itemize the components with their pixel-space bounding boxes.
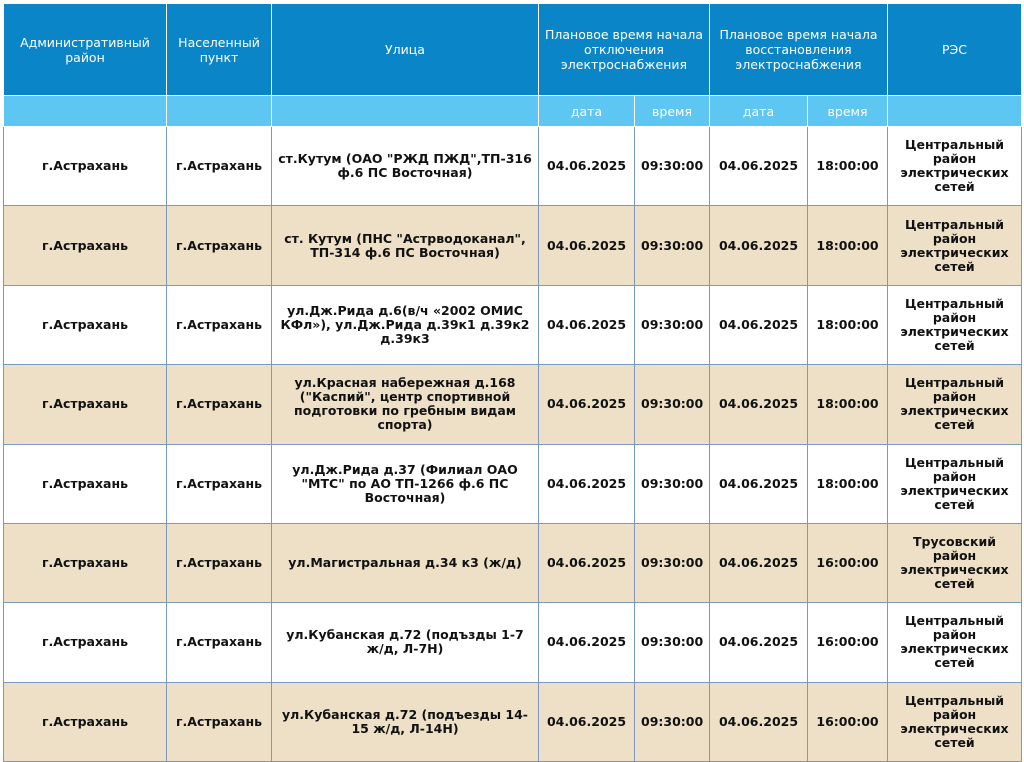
header-district: Административный район: [4, 4, 167, 96]
cell-district: г.Астрахань: [4, 523, 167, 602]
subheader-row: [4, 96, 1022, 127]
cell-off-date: 04.06.2025: [539, 127, 635, 206]
cell-street: ул.Кубанская д.72 (подъзды 1-7 ж/д, Л-7Н): [272, 603, 539, 682]
header-row: [4, 4, 1022, 96]
subheader-empty: [4, 96, 167, 127]
cell-on-date: 04.06.2025: [710, 682, 808, 761]
table-row: [4, 285, 1022, 364]
cell-on-time: 16:00:00: [808, 603, 888, 682]
table-row: [4, 682, 1022, 761]
cell-res: Центральный район электрических сетей: [888, 206, 1022, 285]
cell-on-date: 04.06.2025: [710, 444, 808, 523]
cell-off-time: 09:30:00: [635, 682, 710, 761]
cell-locality: г.Астрахань: [167, 285, 272, 364]
cell-off-date: 04.06.2025: [539, 444, 635, 523]
cell-on-date: 04.06.2025: [710, 206, 808, 285]
table-body: [4, 127, 1022, 762]
cell-res: Центральный район электрических сетей: [888, 603, 1022, 682]
table-header: [4, 4, 1022, 127]
cell-street: ст. Кутум (ПНС "Астрводоканал", ТП-314 ф.6 ПС Восточная): [272, 206, 539, 285]
outage-schedule-table: [3, 3, 1022, 762]
cell-off-time: 09:30:00: [635, 444, 710, 523]
header-off-time: Плановое время начала отключения электроснабжения: [539, 4, 710, 96]
cell-off-time: 09:30:00: [635, 285, 710, 364]
header-res: РЭС: [888, 4, 1022, 96]
cell-off-date: 04.06.2025: [539, 365, 635, 444]
cell-off-date: 04.06.2025: [539, 285, 635, 364]
cell-locality: г.Астрахань: [167, 206, 272, 285]
table-row: [4, 206, 1022, 285]
cell-district: г.Астрахань: [4, 603, 167, 682]
cell-on-time: 18:00:00: [808, 444, 888, 523]
subheader-empty: [888, 96, 1022, 127]
cell-off-time: 09:30:00: [635, 523, 710, 602]
cell-off-time: 09:30:00: [635, 127, 710, 206]
table-row: [4, 523, 1022, 602]
cell-district: г.Астрахань: [4, 206, 167, 285]
cell-on-date: 04.06.2025: [710, 523, 808, 602]
header-locality: Населенный пункт: [167, 4, 272, 96]
cell-off-date: 04.06.2025: [539, 523, 635, 602]
cell-locality: г.Астрахань: [167, 127, 272, 206]
cell-locality: г.Астрахань: [167, 523, 272, 602]
subheader-on-date: дата: [710, 96, 808, 127]
cell-street: ул.Красная набережная д.168 ("Каспий", центр спортивной подготовки по гребным видам спорта): [272, 365, 539, 444]
cell-on-time: 18:00:00: [808, 206, 888, 285]
subheader-empty: [167, 96, 272, 127]
cell-res: Центральный район электрических сетей: [888, 127, 1022, 206]
table-row: [4, 127, 1022, 206]
cell-off-date: 04.06.2025: [539, 206, 635, 285]
subheader-on-time: время: [808, 96, 888, 127]
cell-res: Центральный район электрических сетей: [888, 444, 1022, 523]
cell-locality: г.Астрахань: [167, 444, 272, 523]
cell-street: ул.Кубанская д.72 (подъезды 14-15 ж/д, Л-14Н): [272, 682, 539, 761]
cell-res: Центральный район электрических сетей: [888, 682, 1022, 761]
cell-off-time: 09:30:00: [635, 603, 710, 682]
cell-on-date: 04.06.2025: [710, 603, 808, 682]
cell-on-time: 16:00:00: [808, 523, 888, 602]
cell-res: Центральный район электрических сетей: [888, 285, 1022, 364]
subheader-off-time: время: [635, 96, 710, 127]
cell-district: г.Астрахань: [4, 682, 167, 761]
cell-street: ул.Дж.Рида д.6(в/ч «2002 ОМИС КФл»), ул.Дж.Рида д.39к1 д.39к2 д.39к3: [272, 285, 539, 364]
cell-on-time: 18:00:00: [808, 365, 888, 444]
cell-street: ст.Кутум (ОАО "РЖД ПЖД",ТП-316 ф.6 ПС Восточная): [272, 127, 539, 206]
cell-off-date: 04.06.2025: [539, 603, 635, 682]
cell-off-date: 04.06.2025: [539, 682, 635, 761]
cell-district: г.Астрахань: [4, 285, 167, 364]
cell-on-date: 04.06.2025: [710, 127, 808, 206]
cell-res: Центральный район электрических сетей: [888, 365, 1022, 444]
cell-off-time: 09:30:00: [635, 365, 710, 444]
header-street: Улица: [272, 4, 539, 96]
cell-locality: г.Астрахань: [167, 365, 272, 444]
cell-on-time: 16:00:00: [808, 682, 888, 761]
cell-off-time: 09:30:00: [635, 206, 710, 285]
cell-locality: г.Астрахань: [167, 603, 272, 682]
cell-district: г.Астрахань: [4, 365, 167, 444]
cell-on-time: 18:00:00: [808, 285, 888, 364]
header-restore-time: Плановое время начала восстановления электроснабжения: [710, 4, 888, 96]
cell-district: г.Астрахань: [4, 127, 167, 206]
table-row: [4, 444, 1022, 523]
table-row: [4, 365, 1022, 444]
cell-street: ул.Дж.Рида д.37 (Филиал ОАО "МТС" по АО ТП-1266 ф.6 ПС Восточная): [272, 444, 539, 523]
cell-on-time: 18:00:00: [808, 127, 888, 206]
subheader-empty: [272, 96, 539, 127]
table-row: [4, 603, 1022, 682]
cell-on-date: 04.06.2025: [710, 365, 808, 444]
cell-on-date: 04.06.2025: [710, 285, 808, 364]
cell-locality: г.Астрахань: [167, 682, 272, 761]
cell-res: Трусовский район электрических сетей: [888, 523, 1022, 602]
cell-district: г.Астрахань: [4, 444, 167, 523]
subheader-off-date: дата: [539, 96, 635, 127]
cell-street: ул.Магистральная д.34 к3 (ж/д): [272, 523, 539, 602]
